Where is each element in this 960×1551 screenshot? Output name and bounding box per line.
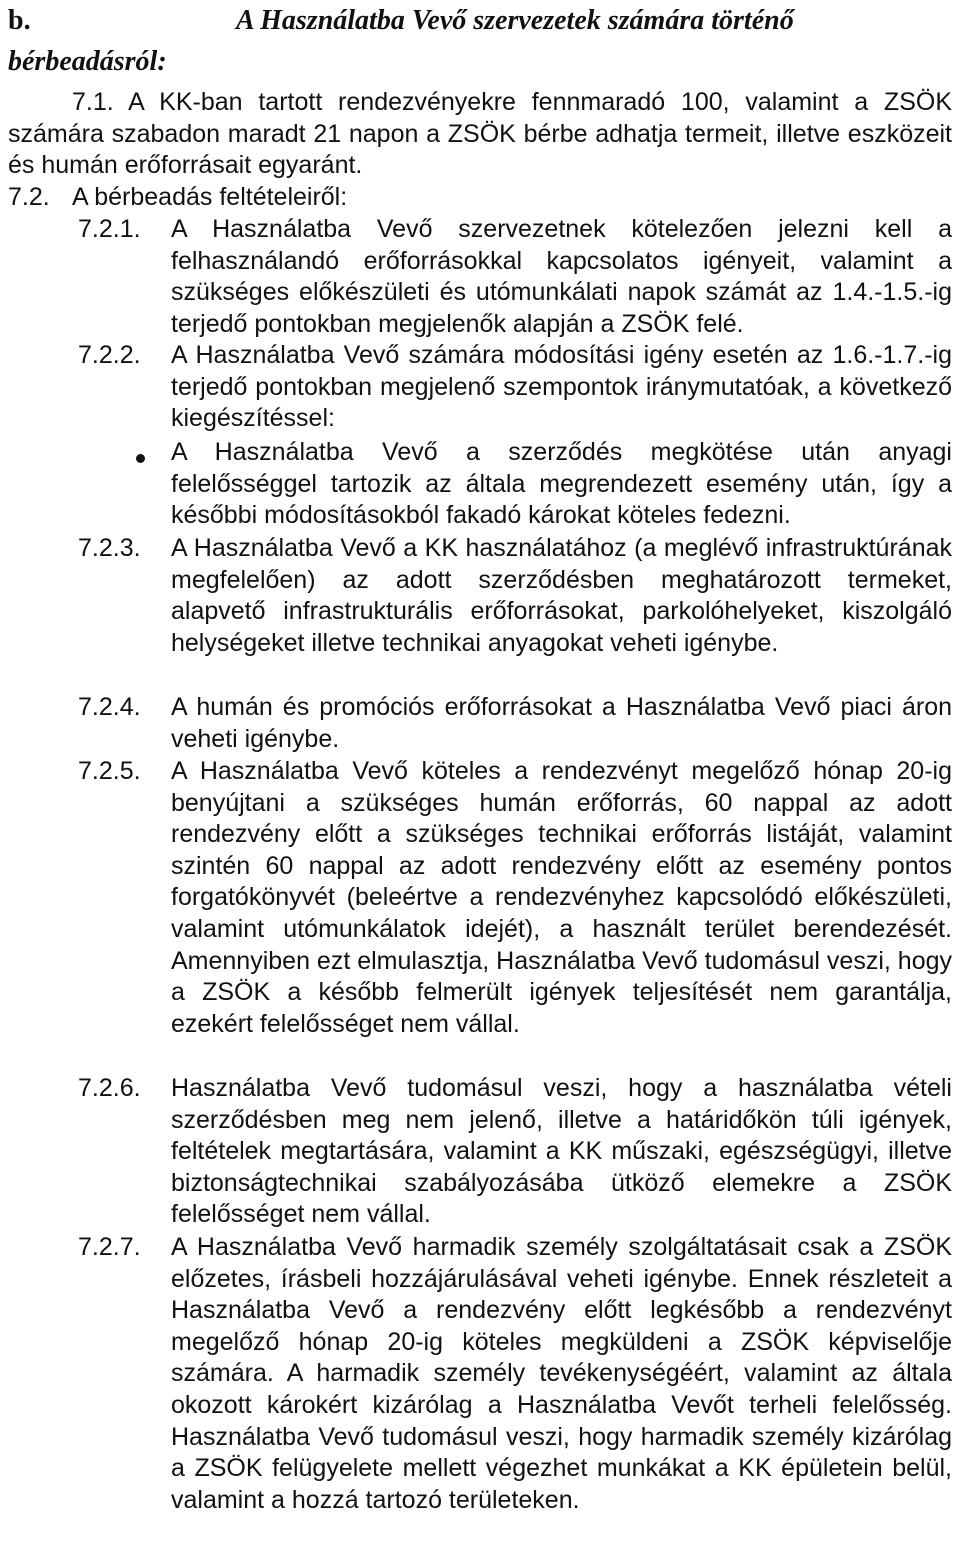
paragraph-7-2-4: A humán és promóciós erőforrásokat a Használatba Vevő piaci áron veheti igénybe. [171, 693, 952, 753]
paragraph-7-2-7: A Használatba Vevő harmadik személy szolgáltatásait csak a ZSÖK előzetes, írásbeli hozzájárulásával veheti igénybe. Ennek részleteit a Használatba Vevő a rendezvény előtt legkésőbb a rendezvényt megelőző hónap 20-ig köteles megküldeni a ZSÖK képviselője számára. A harmadik személy tevékenységéért, valamint az általa okozott károkért kizárólag a Használatba Vevőt terheli felelősség. Használatba Vevő tudomásul veszi, hogy harmadik személy kizárólag a ZSÖK felügyelete mellett végezhet munkákat a KK épületein belül, valamint a hozzá tartozó területeken. [171, 1233, 952, 1514]
paragraph-7-1 [8, 87, 952, 182]
paragraph-number-7-2-3: 7.2.3. [78, 534, 141, 562]
paragraph-7-2-5: A Használatba Vevő köteles a rendezvényt megelőző hónap 20-ig benyújtani a szükséges humán erőforrás, 60 nappal az adott rendezvény előtt a szükséges technikai erőforrás listáját, valamint szintén 60 nappal az adott rendezvény előtt az esemény pontos forgatókönyvét (beleértve a rendezvényhez kapcsolódó előkészületi, valamint utómunkálatok idejét), a használt terület berendezését. Amennyiben ezt elmulasztja, Használatba Vevő tudomásul veszi, hogy a ZSÖK a később felmerült igények teljesítését nem garantálja, ezekért felelősséget nem vállal. [171, 757, 952, 1038]
section-letter: b. [8, 5, 31, 36]
paragraph-7-2: A bérbeadás feltételeiről: [72, 183, 348, 211]
paragraph-number-7-2-6: 7.2.6. [78, 1074, 141, 1102]
paragraph-number-7-2-2: 7.2.2. [78, 341, 141, 369]
section-heading [8, 0, 948, 82]
paragraph-number-7-2-5: 7.2.5. [78, 757, 141, 785]
paragraph-text: A KK-ban tartott rendezvényekre fennmaradó 100, valamint a ZSÖK számára szabadon maradt 21 napon a ZSÖK bérbe adhatja termeit, illetve eszközeit és humán erőforrásait egyaránt. [8, 88, 952, 180]
bullet-dot-icon [136, 454, 145, 463]
paragraph-number-7-2-4: 7.2.4. [78, 693, 141, 721]
paragraph-7-2-1: A Használatba Vevő szervezetnek kötelezően jelezni kell a felhasználandó erőforrásokkal kapcsolatos igényeit, valamint a szükséges előkészületi és utómunkálati napok számát az 1.4.-1.5.-ig terjedő pontokban megjelenők alapján a ZSÖK felé. [171, 215, 952, 338]
paragraph-number-7-2-1: 7.2.1. [78, 215, 141, 243]
paragraph-7-2-3: A Használatba Vevő a KK használatához (a meglévő infrastruktúrának megfelelően) az adott szerződésben meghatározott termeket, alapvető infrastrukturális erőforrásokat, parkolóhelyeket, kiszolgáló helységeket illetve technikai anyagokat veheti igénybe. [171, 534, 952, 657]
bullet-item: A Használatba Vevő a szerződés megkötése után anyagi felelősséggel tartozik az általa megrendezett esemény után, így a későbbi módosításokból fakadó károkat köteles fedezni. [171, 438, 952, 530]
paragraph-number: 7.1. [72, 88, 114, 116]
paragraph-7-2-6: Használatba Vevő tudomásul veszi, hogy a használatba vételi szerződésben meg nem jelenő, illetve a határidőkön túli igények, feltételek megtartására, valamint a KK műszaki, egészségügyi, illetve biztonságtechnikai szabályozásába ütköző elemekre a ZSÖK felelősséget nem vállal. [171, 1074, 952, 1229]
paragraph-number-7-2: 7.2. [8, 183, 50, 211]
paragraph-7-2-2: A Használatba Vevő számára módosítási igény esetén az 1.6.-1.7.-ig terjedő pontokban megjelenő szempontok iránymutatóak, a következő kiegészítéssel: [171, 341, 952, 433]
paragraph-number-7-2-7: 7.2.7. [78, 1233, 141, 1261]
section-title: A Használatba Vevő szervezetek számára történő bérbeadásról: [8, 5, 794, 77]
